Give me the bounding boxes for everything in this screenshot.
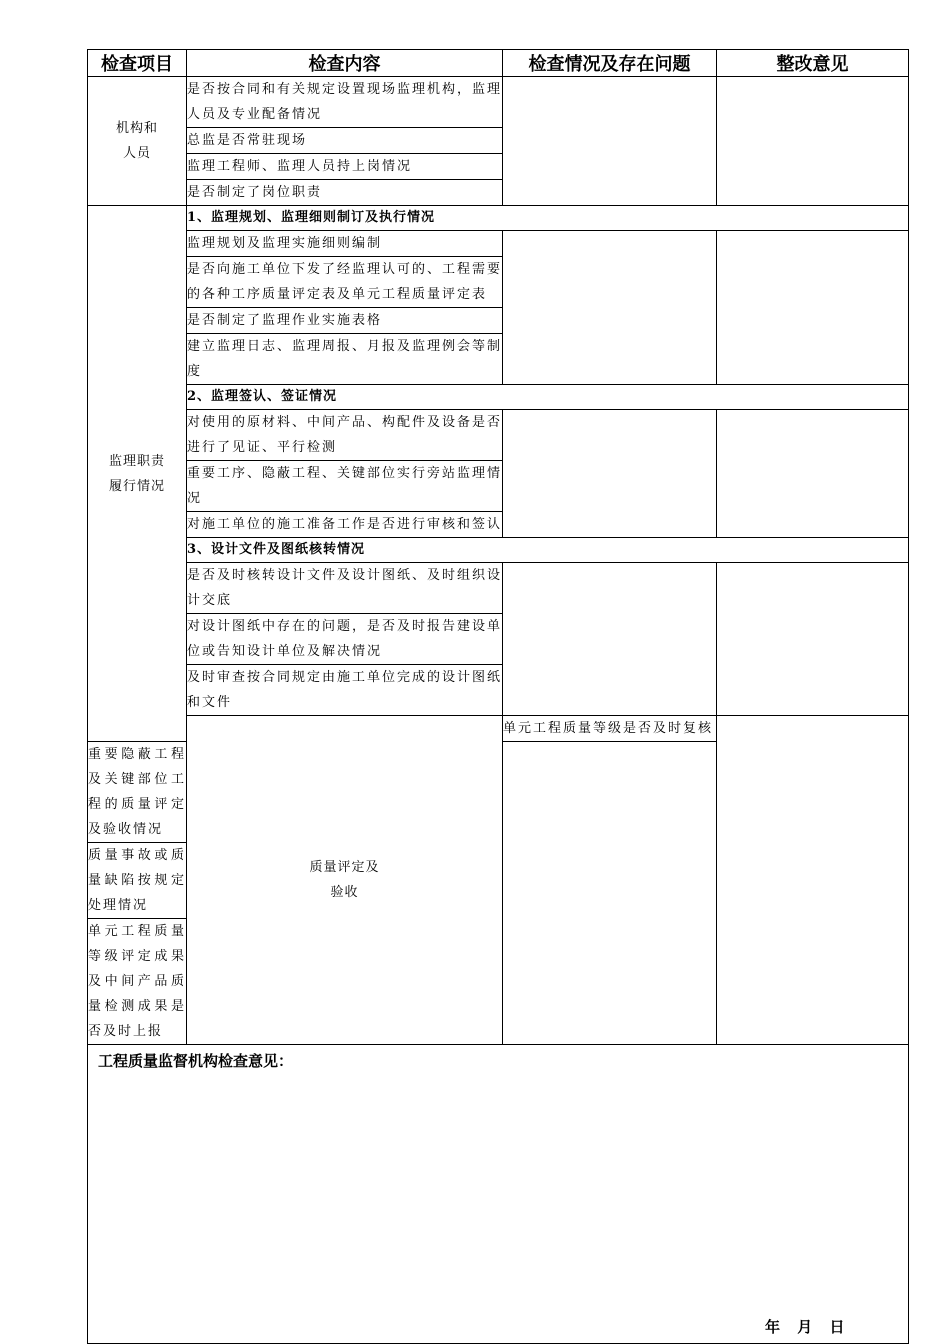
rectify-cell[interactable] (717, 231, 909, 385)
status-cell[interactable] (717, 716, 909, 1045)
status-cell[interactable] (503, 77, 717, 206)
section-row (88, 538, 909, 563)
category-line: 验收 (330, 885, 359, 900)
section-row (88, 385, 909, 410)
table-row (88, 77, 909, 128)
check-item: 监理工程师、监理人员持上岗情况 (187, 154, 503, 180)
opinion-title: 工程质量监督机构检查意见： (98, 1052, 294, 1070)
category-line: 监理职责 (108, 453, 165, 469)
check-item: 对施工单位的施工准备工作是否进行审核和签认 (187, 512, 503, 538)
check-item: 建立监理日志、监理周报、月报及监理例会等制度 (187, 334, 503, 385)
table-row (88, 231, 909, 257)
table-row (88, 716, 909, 742)
check-item: 重要工序、隐蔽工程、关键部位实行旁站监理情况 (187, 461, 503, 512)
rectify-cell[interactable] (717, 563, 909, 716)
check-item: 是否向施工单位下发了经监理认可的、工程需要的各种工序质量评定表及单元工程质量评定表 (187, 257, 503, 308)
section-title: 3、设计文件及图纸核转情况 (187, 538, 909, 563)
category-line: 机构和 (115, 121, 158, 136)
opinion-row (88, 1045, 909, 1344)
check-item: 总监是否常驻现场 (187, 128, 503, 154)
check-item: 是否制定了监理作业实施表格 (187, 308, 503, 334)
table-row (88, 410, 909, 461)
opinion-date: 年 月 日 (765, 1318, 851, 1336)
status-cell[interactable] (503, 563, 717, 716)
check-item: 监理规划及监理实施细则编制 (187, 231, 503, 257)
header-content: 检查内容 (187, 50, 503, 77)
section-row (88, 206, 909, 231)
section-title: 1、监理规划、监理细则制订及执行情况 (187, 206, 909, 231)
category-line: 履行情况 (108, 478, 165, 494)
check-item: 是否按合同和有关规定设置现场监理机构，监理人员及专业配备情况 (187, 77, 503, 128)
check-item: 重要隐蔽工程及关键部位工程的质量评定及验收情况 (88, 742, 187, 843)
rectify-cell[interactable] (717, 410, 909, 538)
category-org-staff (88, 77, 187, 206)
check-item: 是否制定了岗位职责 (187, 180, 503, 206)
rectify-cell[interactable] (717, 77, 909, 206)
check-item: 对使用的原材料、中间产品、构配件及设备是否进行了见证、平行检测 (187, 410, 503, 461)
check-item: 单元工程质量等级评定成果及中间产品质量检测成果是否及时上报 (88, 919, 187, 1045)
category-supervision-duty (88, 206, 187, 742)
table-row (88, 563, 909, 614)
category-quality-acceptance (187, 716, 503, 1045)
category-line: 人员 (122, 146, 151, 161)
check-item: 质量事故或质量缺陷按规定处理情况 (88, 843, 187, 919)
check-item: 是否及时核转设计文件及设计图纸、及时组织设计交底 (187, 563, 503, 614)
check-item: 对设计图纸中存在的问题，是否及时报告建设单位或告知设计单位及解决情况 (187, 614, 503, 665)
category-line: 质量评定及 (309, 860, 380, 875)
status-cell[interactable] (503, 231, 717, 385)
header-rectify: 整改意见 (717, 50, 909, 77)
check-item: 单元工程质量等级是否及时复核 (503, 716, 717, 742)
status-cell[interactable] (503, 410, 717, 538)
inspection-form-table (87, 49, 909, 1344)
opinion-box[interactable] (88, 1045, 909, 1344)
section-title: 2、监理签认、签证情况 (187, 385, 909, 410)
header-status: 检查情况及存在问题 (503, 50, 717, 77)
check-item: 及时审查按合同规定由施工单位完成的设计图纸和文件 (187, 665, 503, 716)
header-row (88, 50, 909, 77)
header-item: 检查项目 (88, 50, 187, 77)
